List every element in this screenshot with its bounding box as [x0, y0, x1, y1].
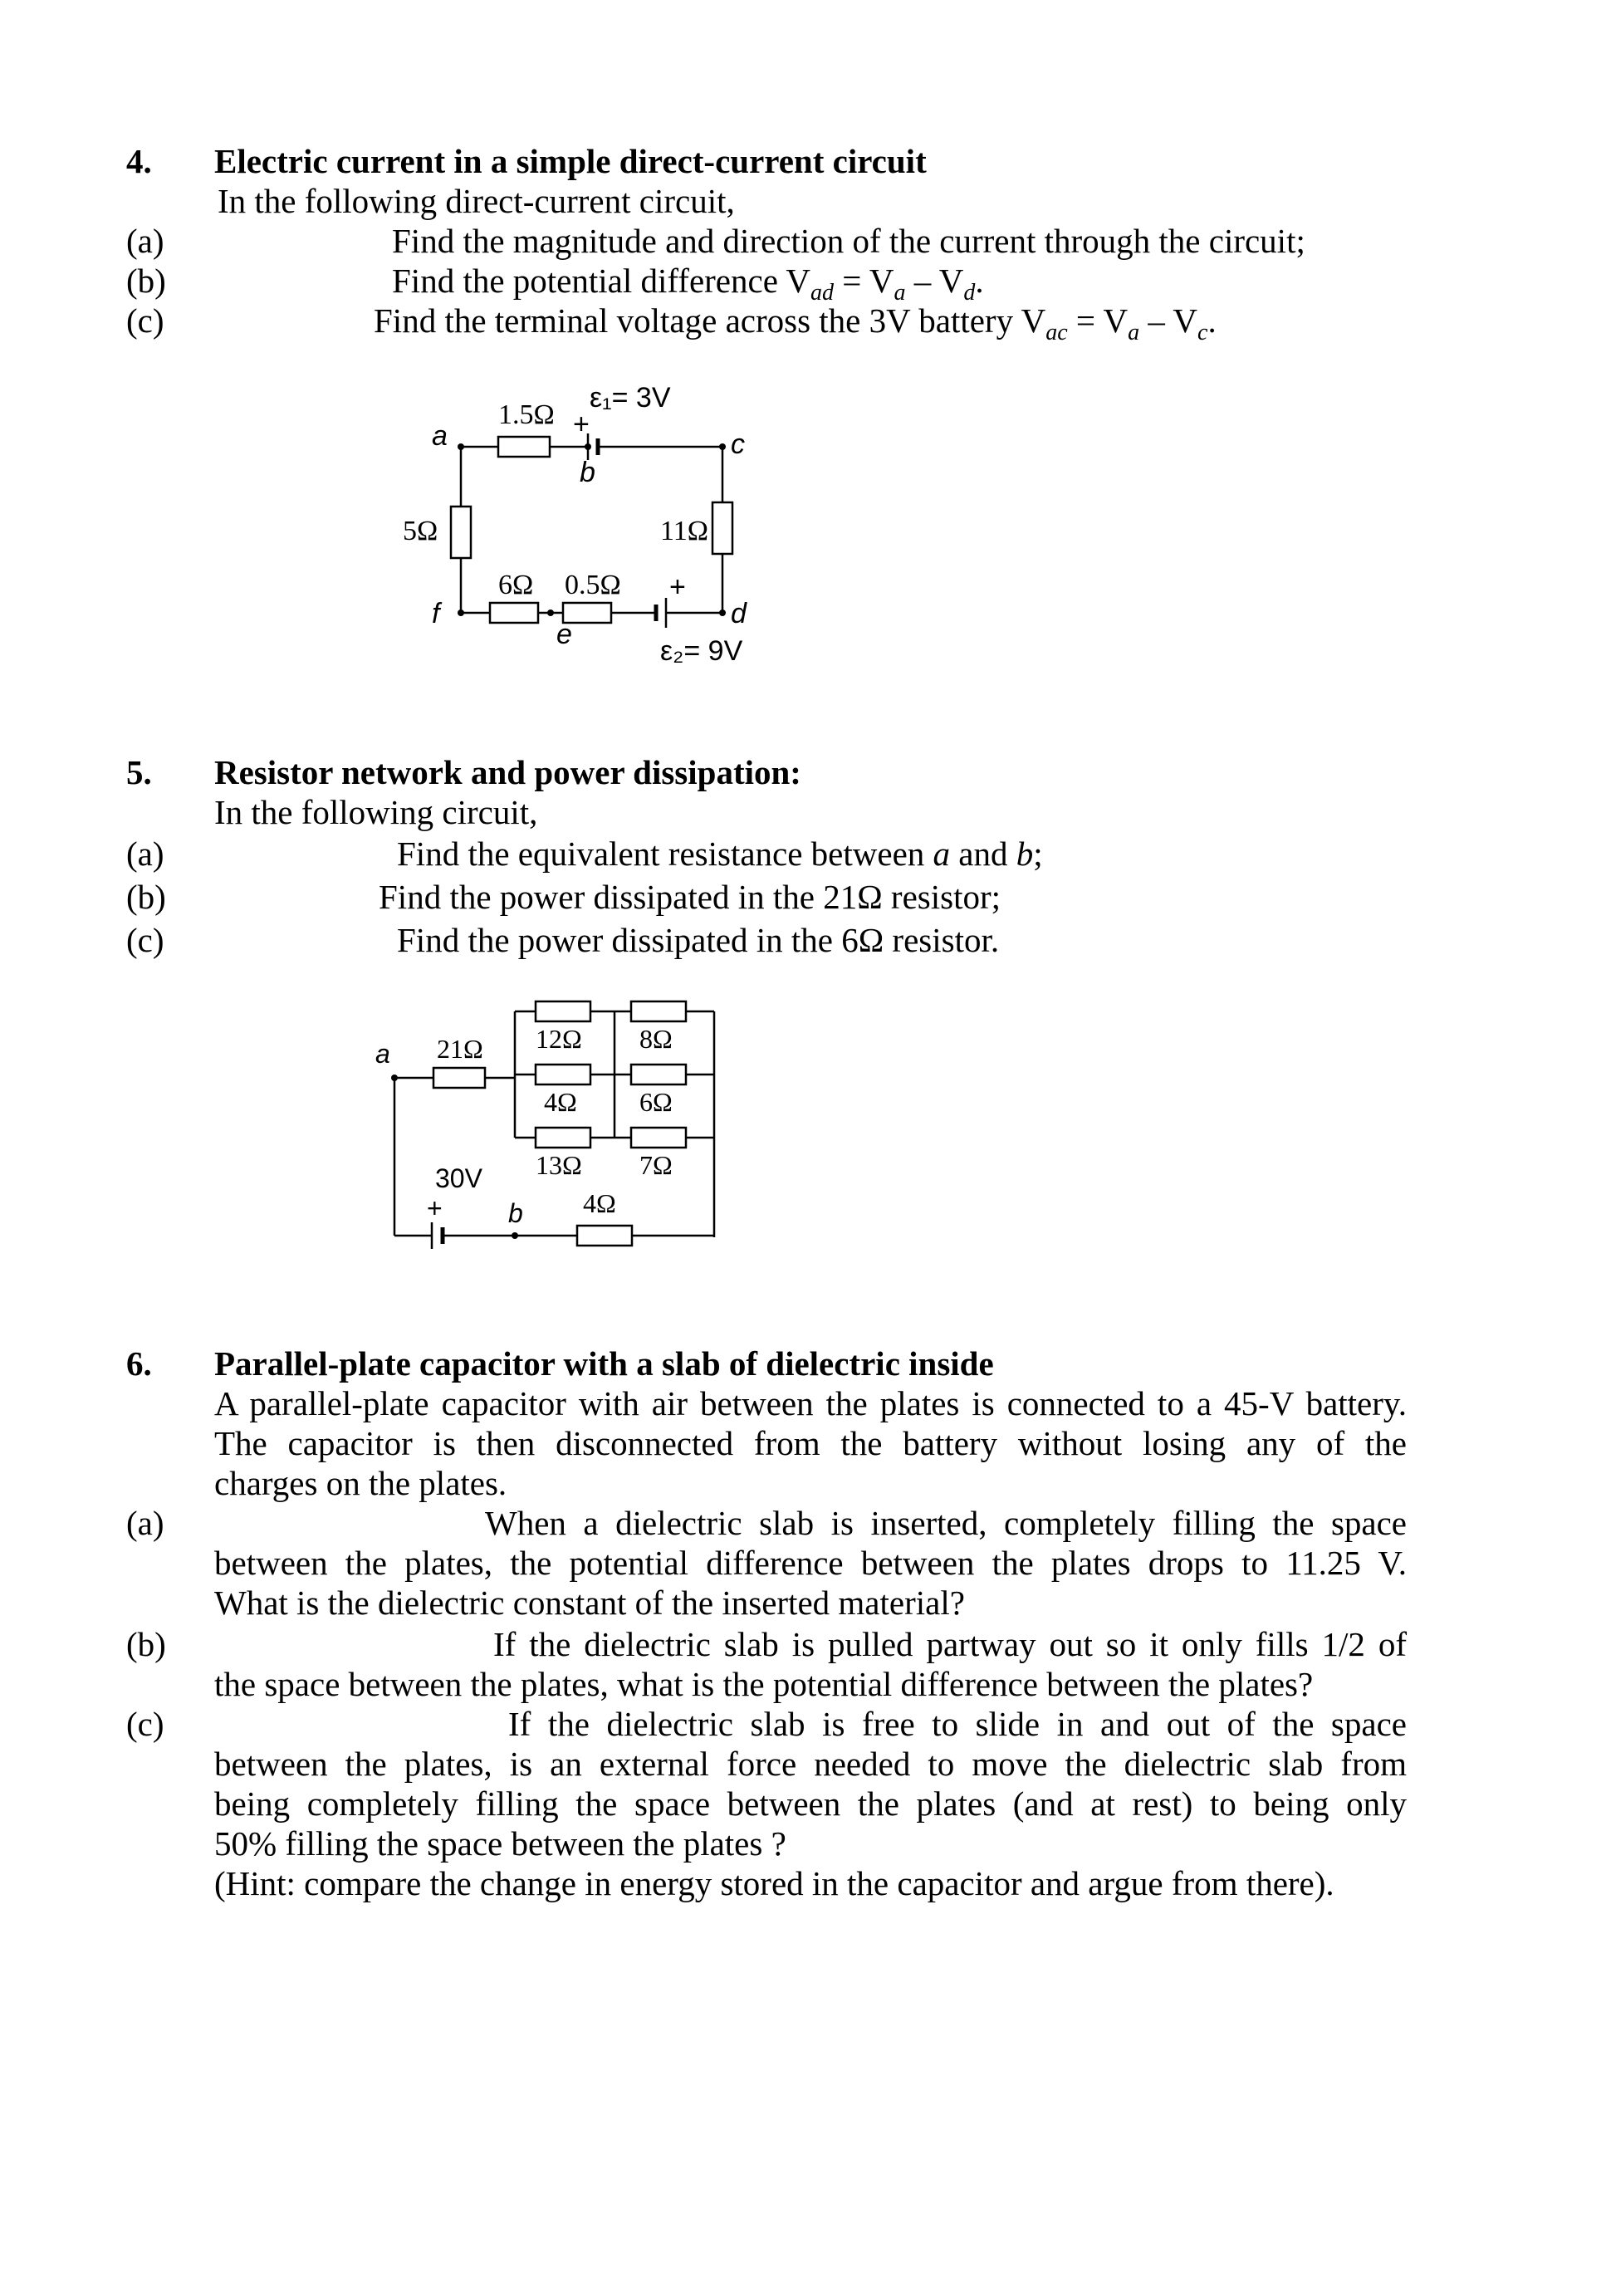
q4-resistor-5ohm	[451, 507, 471, 558]
q4-c-label: (c)	[126, 301, 164, 340]
q5-label-r21: 21Ω	[437, 1034, 483, 1064]
q6-a-line-2: between the plates, the potential difference between the plates drops to 11.25 V.	[214, 1544, 1407, 1582]
q4-label-plus2: +	[669, 571, 686, 603]
q4-a-text: Find the magnitude and direction of the current through the circuit;	[392, 222, 1305, 260]
q5-c-label: (c)	[126, 921, 164, 959]
q5-label-r8: 8Ω	[639, 1024, 673, 1054]
q4-label-r1-5: 1.5Ω	[498, 399, 555, 430]
q4-label-emf2: ε₂= 9V	[660, 635, 743, 667]
q4-a-label: (a)	[126, 222, 164, 260]
q4-label-plus1: +	[573, 409, 590, 440]
q4-label-r5: 5Ω	[403, 516, 438, 546]
q6-c-line-1: If the dielectric slab is free to slide in and out of the space	[508, 1705, 1407, 1743]
q4-number: 4.	[126, 142, 152, 180]
q5-label-r7: 7Ω	[639, 1150, 673, 1180]
q5-intro: In the following circuit,	[214, 793, 538, 831]
q5-a-label: (a)	[126, 835, 164, 873]
q4-node-e	[547, 609, 554, 616]
q6-title: Parallel-plate capacitor with a slab of dielectric inside	[214, 1344, 994, 1383]
q5-title: Resistor network and power dissipation:	[214, 753, 801, 791]
q4-intro: In the following direct-current circuit,	[218, 182, 735, 220]
q5-label-r4b: 4Ω	[583, 1188, 616, 1218]
q5-label-plus: +	[427, 1193, 443, 1223]
q5-b-label: (b)	[126, 878, 166, 916]
q4-label-r6: 6Ω	[498, 570, 534, 600]
q4-label-a: a	[432, 420, 448, 452]
q5-resistor-13ohm	[536, 1128, 590, 1148]
q4-c-text: Find the terminal voltage across the 3V battery $V_{ac} = V_a - V_c$.	[374, 301, 1217, 346]
q5-c-text: Find the power dissipated in the 6Ω resistor.	[397, 921, 1000, 959]
q4-label-e: e	[556, 619, 572, 650]
q6-c-line-4: 50% filling the space between the plates ?	[214, 1824, 786, 1863]
q5-label-battery: 30V	[435, 1163, 482, 1193]
q6-number: 6.	[126, 1344, 152, 1383]
q4-resistor-1-5ohm	[498, 437, 550, 457]
q6-intro-line-2: The capacitor is then disconnected from the battery without losing any of the	[214, 1424, 1407, 1462]
q5-label-r4a: 4Ω	[544, 1087, 577, 1117]
q5-label-r12: 12Ω	[536, 1024, 582, 1054]
q5-label-b: b	[508, 1198, 523, 1228]
q6-b-line-1: If the dielectric slab is pulled partway out so it only fills 1/2 of	[493, 1625, 1407, 1663]
q5-resistor-8ohm	[631, 1001, 686, 1021]
q4-resistor-11ohm	[712, 502, 732, 554]
q4-label-b: b	[580, 457, 595, 488]
q5-resistor-4ohm-b	[577, 1226, 632, 1246]
q5-resistor-6ohm	[631, 1065, 686, 1084]
q5-node-b	[512, 1232, 518, 1239]
q5-b-text: Find the power dissipated in the 21Ω resistor;	[379, 878, 1001, 916]
q5-resistor-21ohm	[433, 1068, 485, 1088]
q5-label-r13: 13Ω	[536, 1150, 582, 1180]
q6-a-line-1: When a dielectric slab is inserted, completely filling the space	[485, 1504, 1407, 1542]
q4-node-d	[719, 609, 726, 616]
q5-node-a	[391, 1075, 398, 1081]
q6-a-label: (a)	[126, 1504, 164, 1542]
q5-a-text: Find the equivalent resistance between a and b;	[397, 835, 1043, 873]
q4-label-f: f	[432, 598, 440, 629]
q6-intro-line-1: A parallel-plate capacitor with air between the plates is connected to a 45-V battery.	[214, 1384, 1407, 1422]
q6-c-line-3: being completely filling the space between the plates (and at rest) to being only	[214, 1784, 1407, 1823]
q4-title: Electric current in a simple direct-current circuit	[214, 142, 927, 180]
q4-node-f	[458, 609, 464, 616]
q5-resistor-12ohm	[536, 1001, 590, 1021]
q5-resistor-7ohm	[631, 1128, 686, 1148]
q5-circuit-diagram	[365, 988, 747, 1262]
q4-label-emf1: ε₁= 3V	[590, 382, 671, 414]
q5-number: 5.	[126, 753, 152, 791]
q6-hint: (Hint: compare the change in energy stored in the capacitor and argue from there).	[214, 1864, 1334, 1902]
q4-resistor-6ohm	[490, 603, 538, 623]
q4-label-r11: 11Ω	[660, 516, 709, 546]
q6-intro-line-3: charges on the plates.	[214, 1464, 507, 1502]
q4-b-text: Find the potential difference $V_{ad} = V_a - V_d$.	[392, 262, 984, 306]
q6-b-label: (b)	[126, 1625, 166, 1663]
q6-c-line-2: between the plates, is an external force needed to move the dielectric slab from	[214, 1745, 1407, 1783]
q4-node-b	[585, 443, 591, 450]
q5-resistor-4ohm-a	[536, 1065, 590, 1084]
q4-circuit-diagram	[382, 374, 781, 681]
q4-node-c	[719, 443, 726, 450]
q6-c-label: (c)	[126, 1705, 164, 1743]
q4-label-c: c	[731, 428, 745, 460]
q4-node-a	[458, 443, 464, 450]
q5-label-r6: 6Ω	[639, 1087, 673, 1117]
q4-label-d: d	[731, 598, 747, 629]
q5-label-a: a	[375, 1039, 390, 1069]
q6-b-line-2: the space between the plates, what is the potential difference between the plates?	[214, 1665, 1314, 1703]
q6-a-line-3: What is the dielectric constant of the inserted material?	[214, 1584, 965, 1622]
q4-b-label: (b)	[126, 262, 166, 300]
q4-label-r0-5: 0.5Ω	[565, 570, 621, 600]
